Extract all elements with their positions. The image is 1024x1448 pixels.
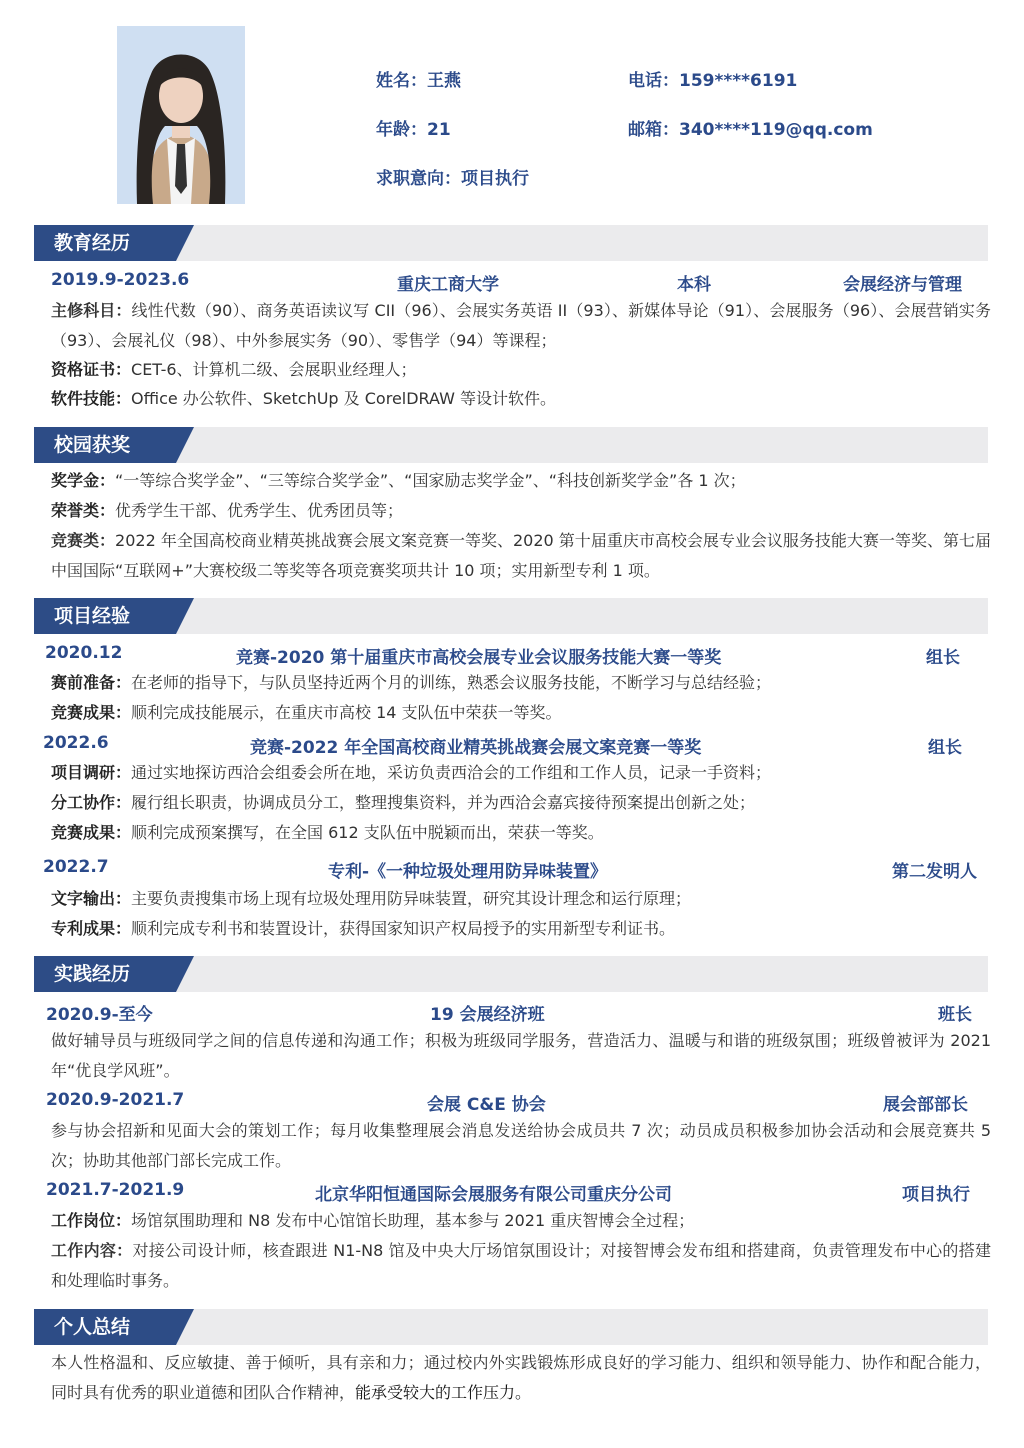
practice-text: 做好辅导员与班级同学之间的信息传递和沟通工作；积极为班级同学服务，营造活力、温暖与和谐的班级氛围；班级曾被评为 2021 年“优良学风班”。 — [51, 1031, 991, 1080]
practice-date: 2020.9-2021.7 — [46, 1090, 185, 1110]
practice-date: 2021.7-2021.9 — [46, 1180, 185, 1200]
award-honor: 荣誉类：优秀学生干部、优秀学生、优秀团员等； — [51, 501, 404, 520]
edu-certs: 资格证书：CET-6、计算机二级、会展职业经理人； — [51, 360, 417, 379]
project-role: 组长 — [928, 738, 962, 758]
award-contest: 竞赛类：2022 年全国高校商业精英挑战赛会展文案竞赛一等奖、2020 第十届重庆市高校会展专业会议服务技能大赛一等奖、第七届中国国际“互联网+”大赛校级二等奖等各项竞赛奖项共计 10 项；实用新型专利 1 项。 — [51, 531, 991, 580]
project-item: 赛前准备：在老师的指导下，与队员坚持近两个月的训练，熟悉会议服务技能，不断学习与总结经验； — [51, 673, 772, 692]
summary-text: 本人性格温和、反应敏捷、善于倾听，具有亲和力；通过校内外实践锻炼形成良好的学习能力、组织和领导能力、协作和配合能力，同时具有优秀的职业道德和团队合作精神，能承受较大的工作压力。 — [51, 1353, 991, 1402]
edu-courses: 主修科目：线性代数（90）、商务英语读议写 CII（96）、会展实务英语 II（93）、新媒体导论（91）、会展服务（96）、会展营销实务（93）、会展礼仪（98）、中外参展实务（90）、零售学（94）等课程； — [51, 301, 991, 350]
project-title: 竞赛-2020 第十届重庆市高校会展专业会议服务技能大赛一等奖 — [236, 648, 722, 668]
practice-org: 北京华阳恒通国际会展服务有限公司重庆分公司 — [315, 1185, 672, 1205]
practice-role: 项目执行 — [902, 1185, 970, 1205]
section-education — [34, 225, 988, 261]
project-date: 2022.6 — [43, 733, 109, 753]
section-summary — [34, 1309, 988, 1345]
edu-major: 会展经济与管理 — [843, 275, 962, 295]
project-item: 竞赛成果：顺利完成预案撰写，在全国 612 支队伍中脱颖而出，荣获一等奖。 — [51, 823, 604, 842]
project-item: 项目调研：通过实地探访西洽会组委会所在地，采访负责西洽会的工作组和工作人员，记录一手资料； — [51, 763, 772, 782]
edu-software: 软件技能：Office 办公软件、SketchUp 及 CorelDRAW 等设计软件。 — [51, 389, 556, 408]
section-awards — [34, 427, 988, 463]
edu-degree: 本科 — [677, 275, 711, 295]
section-title-awards: 校园获奖 — [34, 427, 176, 463]
section-title-education: 教育经历 — [34, 225, 176, 261]
phone-field: 电话：159****6191 — [628, 71, 798, 91]
project-title: 专利-《一种垃圾处理用防异味装置》 — [328, 862, 608, 882]
age-field: 年龄：21 — [376, 120, 451, 140]
project-item: 专利成果：顺利完成专利书和装置设计，获得国家知识产权局授予的实用新型专利证书。 — [51, 919, 676, 938]
project-role: 组长 — [926, 648, 960, 668]
edu-school: 重庆工商大学 — [397, 275, 499, 295]
project-item: 分工协作：履行组长职责，协调成员分工，整理搜集资料，并为西洽会嘉宾接待预案提出创新之处； — [51, 793, 756, 812]
practice-org: 19 会展经济班 — [430, 1005, 545, 1025]
practice-date: 2020.9-至今 — [46, 1005, 153, 1025]
practice-role: 班长 — [938, 1005, 972, 1025]
section-title-practice: 实践经历 — [34, 956, 176, 992]
project-title: 竞赛-2022 年全国高校商业精英挑战赛会展文案竞赛一等奖 — [250, 738, 702, 758]
practice-post: 工作岗位：场馆氛围助理和 N8 发布中心馆馆长助理，基本参与 2021 重庆智博会全过程； — [51, 1211, 695, 1230]
practice-org: 会展 C&E 协会 — [427, 1095, 546, 1115]
objective-field: 求职意向：项目执行 — [376, 169, 529, 189]
project-item: 竞赛成果：顺利完成技能展示，在重庆市高校 14 支队伍中荣获一等奖。 — [51, 703, 562, 722]
project-role: 第二发明人 — [892, 862, 977, 882]
edu-period: 2019.9-2023.6 — [51, 270, 190, 290]
section-title-summary: 个人总结 — [34, 1309, 176, 1345]
email-field: 邮箱：340****119@qq.com — [628, 120, 873, 140]
section-practice — [34, 956, 988, 992]
practice-content: 工作内容：对接公司设计师，核查跟进 N1-N8 馆及中央大厅场馆氛围设计；对接智博会发布组和搭建商，负责管理发布中心的搭建和处理临时事务。 — [51, 1241, 991, 1290]
project-item: 文字输出：主要负责搜集市场上现有垃圾处理用防异味装置，研究其设计理念和运行原理； — [51, 889, 692, 908]
profile-photo — [117, 26, 245, 204]
name-field: 姓名：王燕 — [376, 71, 461, 91]
practice-text: 参与协会招新和见面大会的策划工作；每月收集整理展会消息发送给协会成员共 7 次；动员成员积极参加协会活动和会展竞赛共 5 次；协助其他部门部长完成工作。 — [51, 1121, 991, 1170]
award-scholarship: 奖学金：“一等综合奖学金”、“三等综合奖学金”、“国家励志奖学金”、“科技创新奖学金”各 1 次； — [51, 471, 746, 490]
project-date: 2022.7 — [43, 857, 109, 877]
project-date: 2020.12 — [45, 643, 123, 663]
section-title-projects: 项目经验 — [34, 598, 176, 634]
practice-role: 展会部部长 — [883, 1095, 968, 1115]
section-projects — [34, 598, 988, 634]
